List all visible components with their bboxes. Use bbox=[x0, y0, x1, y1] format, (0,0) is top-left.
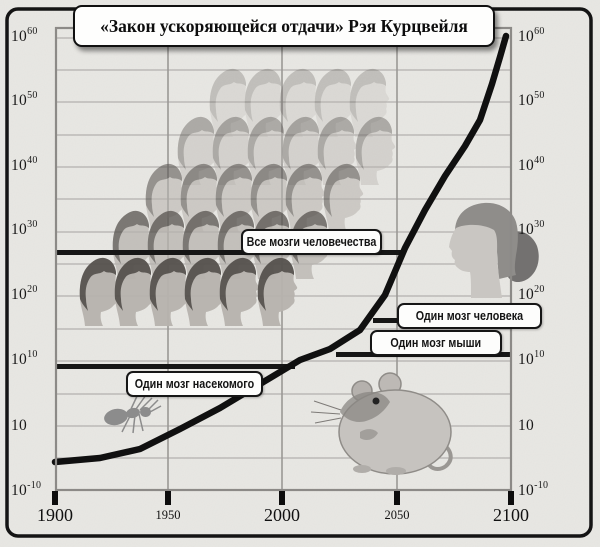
y-tick-right-40: $10^{40}$ bbox=[518, 155, 545, 175]
x-tick-1950: 1950 bbox=[155, 508, 181, 522]
x-tick-2100: 2100 bbox=[493, 505, 529, 525]
ref-line-insect-brain bbox=[55, 364, 295, 369]
label-mouse-brain: Один мозг мыши bbox=[370, 330, 502, 356]
y-tick-left-60: $10^{60}$ bbox=[11, 26, 38, 46]
y-tick-left-30: $10^{30}$ bbox=[11, 219, 38, 239]
y-tick-left-20: $10^{20}$ bbox=[11, 284, 38, 304]
x-tick-1900: 1900 bbox=[37, 505, 73, 525]
y-tick-right-30: $10^{30}$ bbox=[518, 219, 545, 239]
chart-title: «Закон ускоряющейся отдачи» Рэя Курцвейля bbox=[100, 15, 468, 36]
y-tick-left-m10: $10^{-10}$ bbox=[11, 480, 42, 500]
y-tick-left-1: 10 bbox=[11, 417, 28, 435]
y-tick-right-60: $10^{60}$ bbox=[518, 26, 545, 46]
label-human-brain: Один мозг человека bbox=[397, 303, 542, 329]
y-tick-right-10: $10^{10}$ bbox=[518, 349, 545, 369]
y-tick-left-40: $10^{40}$ bbox=[11, 155, 38, 175]
y-tick-right-1: 10 bbox=[518, 417, 535, 435]
y-tick-right-20: $10^{20}$ bbox=[518, 284, 545, 304]
label-insect-brain: Один мозг насекомого bbox=[126, 371, 263, 397]
y-tick-left-10: $10^{10}$ bbox=[11, 349, 38, 369]
x-tick-2000: 2000 bbox=[264, 505, 300, 525]
label-all-brains: Все мозги человечества bbox=[241, 229, 382, 255]
y-tick-right-m10: $10^{-10}$ bbox=[518, 480, 549, 500]
x-tick-2050: 2050 bbox=[384, 508, 410, 522]
chart-title-box bbox=[73, 5, 495, 47]
y-tick-right-50: $10^{50}$ bbox=[518, 90, 545, 110]
y-tick-left-50: $10^{50}$ bbox=[11, 90, 38, 110]
